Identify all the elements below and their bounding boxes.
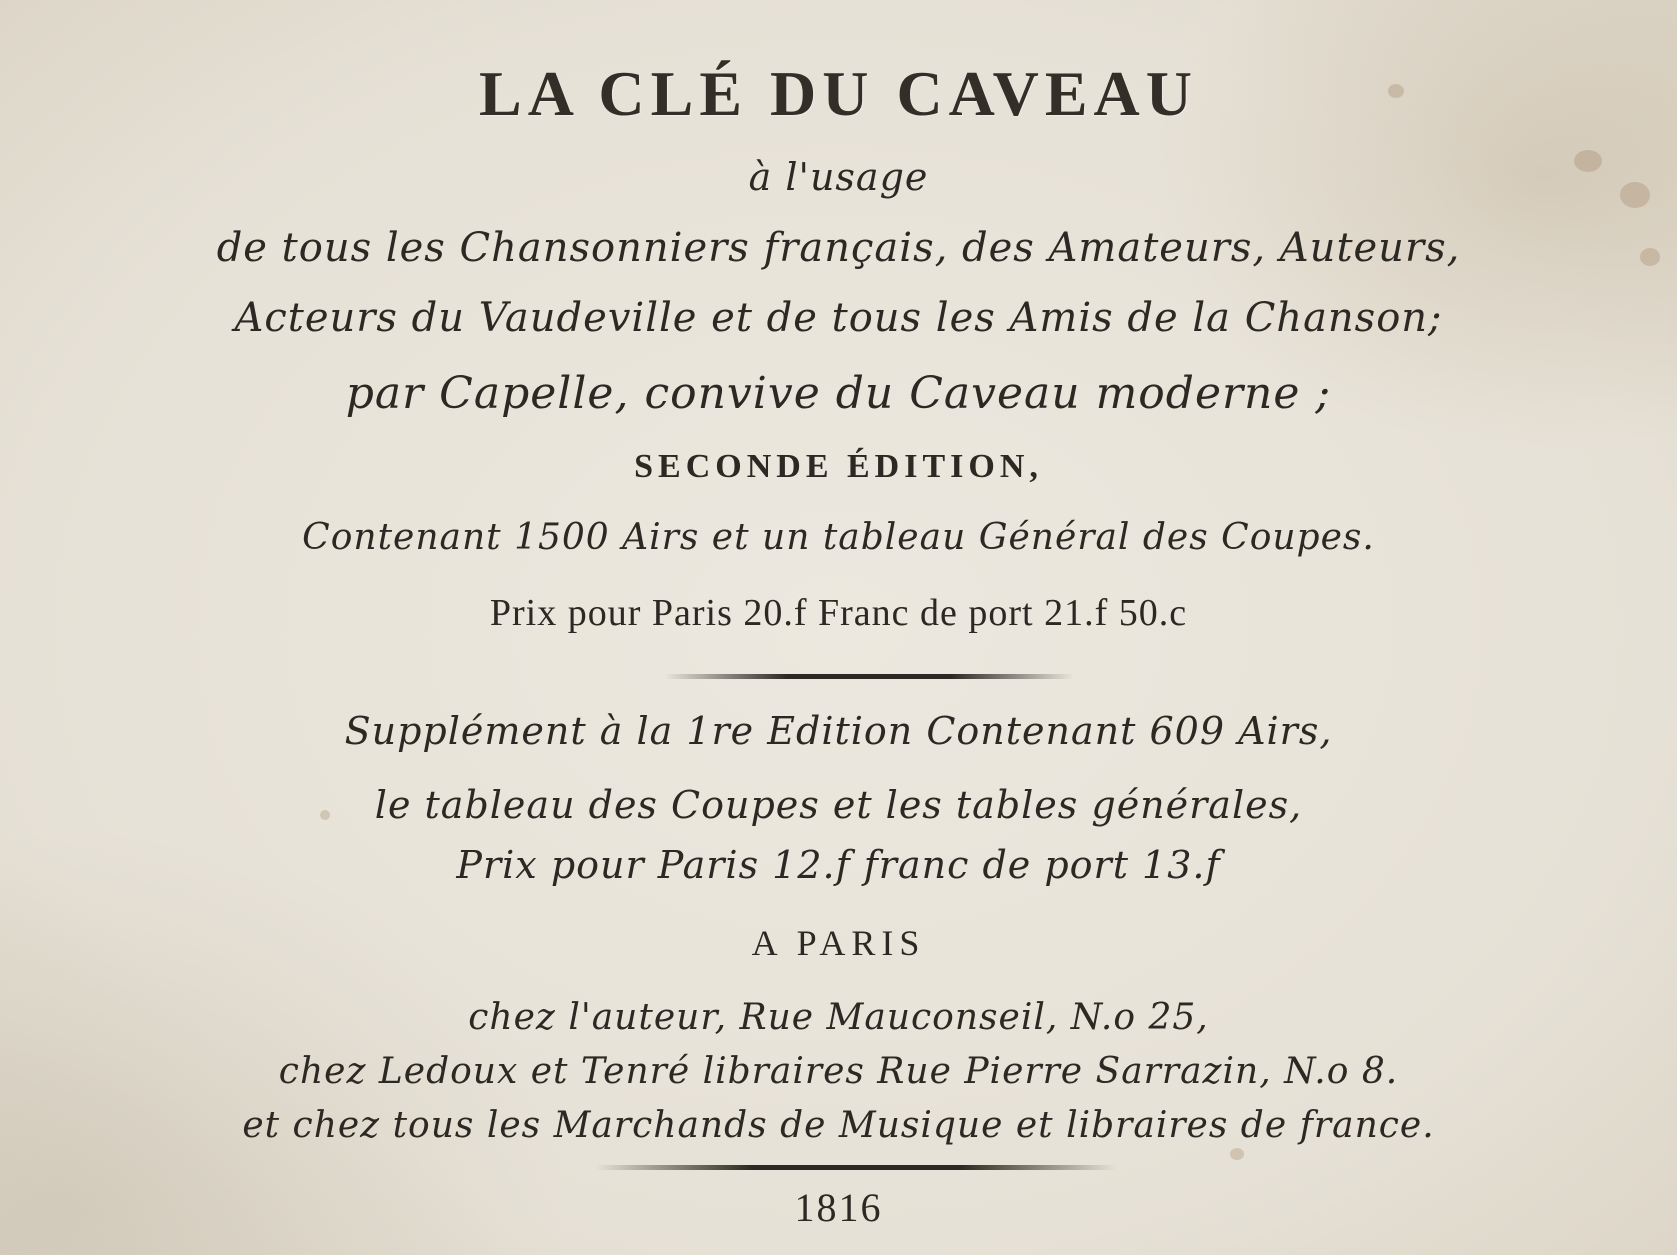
- author-line: par Capelle, convive du Caveau moderne ;: [345, 368, 1332, 419]
- contents-line: Contenant 1500 Airs et un tableau Général des Coupes.: [302, 517, 1375, 558]
- address-line-3: et chez tous les Marchands de Musique et libraires de france.: [242, 1105, 1435, 1146]
- edition-heading: SECONDE ÉDITION,: [634, 448, 1043, 485]
- address-line-2: chez Ledoux et Tenré libraires Rue Pierre Sarrazin, N.o 8.: [278, 1051, 1399, 1092]
- intro-line-1: de tous les Chansonniers français, des Amateurs, Auteurs,: [216, 225, 1461, 271]
- ornamental-rule: [664, 674, 1074, 679]
- supplement-price-line: Prix pour Paris 12.f franc de port 13.f: [456, 843, 1221, 887]
- supplement-line-1: Supplément à la 1re Edition Contenant 609 Airs,: [344, 709, 1333, 753]
- address-line-1: chez l'auteur, Rue Mauconseil, N.o 25,: [468, 997, 1209, 1038]
- foxing-spot: [1230, 1148, 1244, 1160]
- intro-line-2: Acteurs du Vaudeville et de tous les Amis de la Chanson;: [234, 295, 1443, 341]
- book-title: LA CLÉ DU CAVEAU: [479, 58, 1198, 129]
- price-line: Prix pour Paris 20.f Franc de port 21.f 50.c: [489, 592, 1188, 634]
- imprint-city: A PARIS: [751, 923, 926, 963]
- publication-year: 1816: [794, 1185, 883, 1230]
- usage-line: à l'usage: [748, 155, 929, 199]
- supplement-line-2: le tableau des Coupes et les tables générales,: [374, 783, 1303, 827]
- ornamental-rule: [596, 1165, 1116, 1170]
